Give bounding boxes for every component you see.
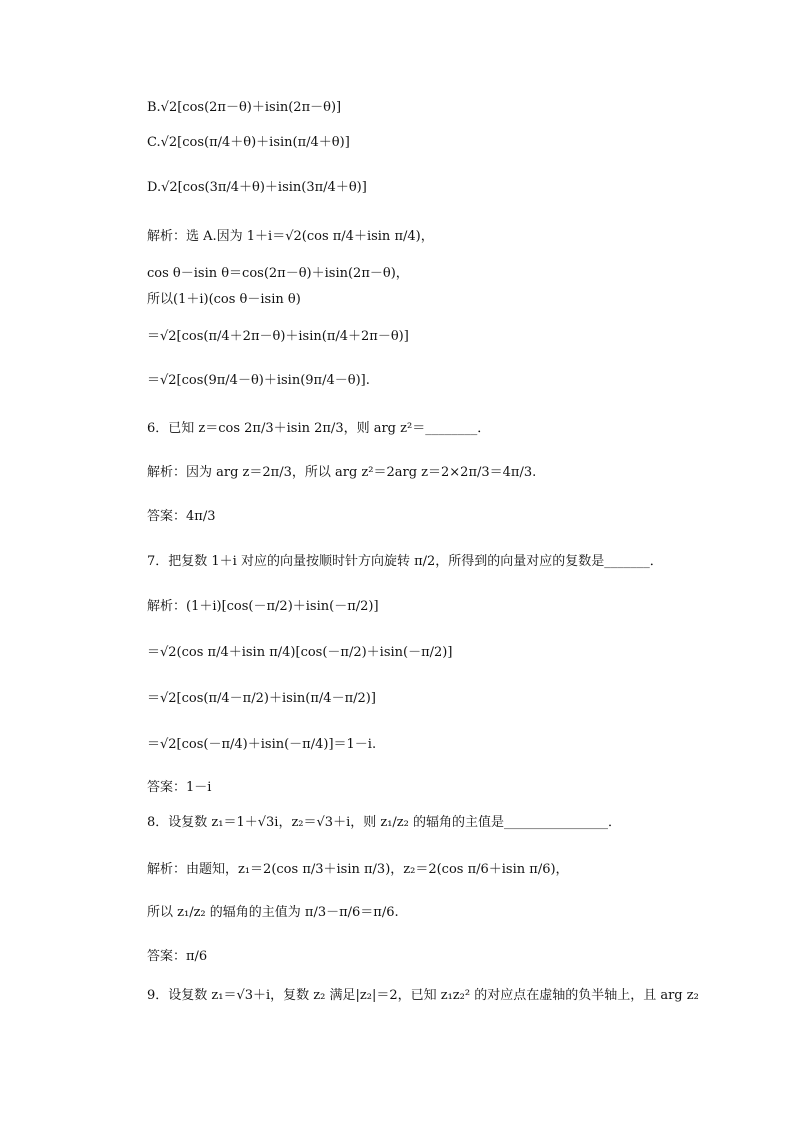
text-line: 所以(1＋i)(cos θ－isin θ) (147, 292, 301, 307)
text-line: 答案：1－i (147, 780, 212, 795)
text-line: 6．已知 z＝cos 2π/3＋isin 2π/3，则 arg z²＝________． (147, 421, 491, 436)
text-line: 解析：(1＋i)[cos(－π/2)＋isin(－π/2)] (147, 599, 379, 614)
text-line: 9．设复数 z₁＝√3＋i，复数 z₂ 满足|z₂|＝2，已知 z₁z₂² 的对应点在虚轴的负半轴上，且 arg z₂ (147, 988, 699, 1003)
text-line: ＝√2[cos(π/4＋2π－θ)＋isin(π/4＋2π－θ)] (147, 329, 409, 344)
text-line: 答案：4π/3 (147, 509, 216, 524)
text-line: 答案：π/6 (147, 949, 208, 964)
text-line: 7．把复数 1＋i 对应的向量按顺时针方向旋转 π/2，所得到的向量对应的复数是_______． (147, 554, 663, 569)
text-line: ＝√2[cos(－π/4)＋isin(－π/4)]＝1－i. (147, 737, 377, 752)
text-line: C.√2[cos(π/4＋θ)＋isin(π/4＋θ)] (147, 135, 350, 150)
text-line: ＝√2[cos(π/4－π/2)＋isin(π/4－π/2)] (147, 691, 376, 706)
text-line: 解析：由题知，z₁＝2(cos π/3＋isin π/3)，z₂＝2(cos π/6＋isin π/6)， (147, 862, 569, 877)
text-line: 解析：因为 arg z＝2π/3，所以 arg z²＝2arg z＝2×2π/3＝4π/3. (147, 465, 537, 480)
text-line: 所以 z₁/z₂ 的辐角的主值为 π/3－π/6＝π/6. (147, 905, 399, 920)
text-line: D.√2[cos(3π/4＋θ)＋isin(3π/4＋θ)] (147, 180, 367, 195)
text-line: 8．设复数 z₁＝1＋√3i，z₂＝√3＋i，则 z₁/z₂ 的辐角的主值是________________． (147, 815, 621, 830)
text-line: ＝√2[cos(9π/4－θ)＋isin(9π/4－θ)]. (147, 373, 370, 388)
text-line: ＝√2(cos π/4＋isin π/4)[cos(－π/2)＋isin(－π/2)] (147, 645, 453, 660)
text-line: cos θ－isin θ＝cos(2π－θ)＋isin(2π－θ)， (147, 266, 409, 281)
text-line: B.√2[cos(2π－θ)＋isin(2π－θ)] (147, 100, 342, 115)
text-line: 解析：选 A.因为 1＋i＝√2(cos π/4＋isin π/4)， (147, 229, 434, 244)
